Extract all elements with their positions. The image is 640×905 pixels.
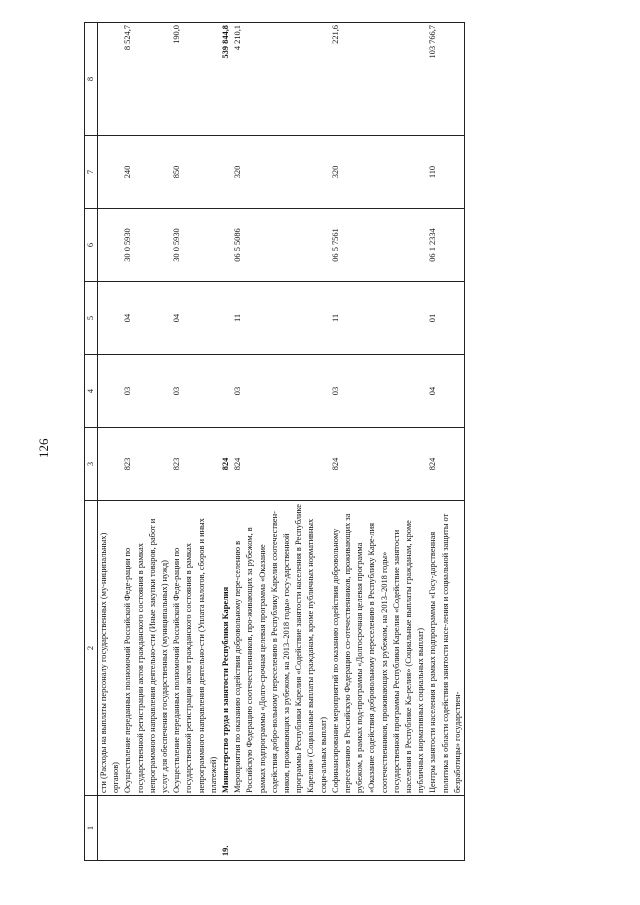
description-cell: сти (Расходы на выплаты персоналу государственных (му-ниципальных) органов) (98, 501, 123, 796)
col-header-5: 5 (85, 282, 98, 355)
amount-cell: 190,0 (171, 23, 220, 136)
section-code-cell: 03 (171, 355, 220, 428)
section-code-cell: 04 (427, 355, 464, 428)
subsection-code-cell: 11 (232, 282, 330, 355)
budget-table (84, 22, 465, 861)
ministry-code-cell: 824 (427, 428, 464, 501)
table-body (98, 23, 465, 861)
description-cell: Софинансирование мероприятий по оказанию содействия добровольному переселению в Российскую Федерацию со-отечественников, проживающих за рубежом, в рамках под-программы «Долгосрочная целевая программа «Оказание содействия добровольному переселению в Республику Каре-лия соотечественников, проживающих за рубежом, на 2013–2018 годы» государственной программы Республики Карелия «Содействие занятости населения в Республике Ка-релия» (Социальные выплаты гражданам, кроме публичных нормативных социальных выплат) (330, 501, 428, 796)
amount-cell: 221,6 (330, 23, 428, 136)
subsection-code-cell: 11 (330, 282, 428, 355)
table-row (98, 23, 123, 861)
target-item-code-cell (220, 209, 232, 282)
section-code-cell: 03 (232, 355, 330, 428)
amount-cell: 8 524,7 (122, 23, 171, 136)
rotated-table-container (84, 25, 564, 861)
table-row (330, 23, 428, 861)
amount-cell: 539 844,8 (220, 23, 232, 136)
amount-cell: 4 210,1 (232, 23, 330, 136)
target-item-code-cell: 30 0 5930 (171, 209, 220, 282)
col-header-7: 7 (85, 136, 98, 209)
target-item-code-cell: 30 0 5930 (122, 209, 171, 282)
section-code-cell (98, 355, 123, 428)
col-header-2: 2 (85, 501, 98, 796)
row-number-cell (330, 796, 428, 861)
table-row (171, 23, 220, 861)
row-number-cell (232, 796, 330, 861)
table-row (427, 23, 464, 861)
col-header-4: 4 (85, 355, 98, 428)
row-number-cell (171, 796, 220, 861)
amount-cell (98, 23, 123, 136)
subsection-code-cell: 04 (171, 282, 220, 355)
description-cell: Центры занятости населения в рамках подпрограммы «Госу-дарственная политика в области содействия занятости насе-ления и социальной защиты от безработицы» государствен- (427, 501, 464, 796)
col-header-6: 6 (85, 209, 98, 282)
section-code-cell (220, 355, 232, 428)
expense-type-code-cell: 850 (171, 136, 220, 209)
table-row (122, 23, 171, 861)
row-number-cell (98, 796, 123, 861)
col-header-1: 1 (85, 796, 98, 861)
ministry-code-cell (98, 428, 123, 501)
target-item-code-cell: 06 1 2334 (427, 209, 464, 282)
row-number-cell (122, 796, 171, 861)
description-cell: Осуществление переданных полномочий Российской Феде-рации по государственной регистрации актов гражданского состояния в рамках непрограммного направления деятельно-сти (Иные закупки товаров, работ и услуг для обеспечения государственных (муниципальных) нужд) (122, 501, 171, 796)
expense-type-code-cell: 320 (330, 136, 428, 209)
ministry-code-cell: 824 (330, 428, 428, 501)
ministry-code-cell: 824 (220, 428, 232, 501)
target-item-code-cell (98, 209, 123, 282)
column-number-header-row (85, 23, 98, 861)
row-number-cell: 19. (220, 796, 232, 861)
subsection-code-cell (98, 282, 123, 355)
ministry-code-cell: 824 (232, 428, 330, 501)
expense-type-code-cell: 320 (232, 136, 330, 209)
description-cell: Осуществление переданных полномочий Российской Феде-рации по государственной регистрации актов гражданского состояния в рамках непрограммного направления деятельно-сти (Уплата налогов, сборов и иных платежей) (171, 501, 220, 796)
description-cell: Министерство труда и занятости Республики Карелия (220, 501, 232, 796)
subsection-code-cell: 04 (122, 282, 171, 355)
section-code-cell: 03 (330, 355, 428, 428)
target-item-code-cell: 06 5 7561 (330, 209, 428, 282)
subsection-code-cell: 01 (427, 282, 464, 355)
table-row (232, 23, 330, 861)
page-number: 126 (36, 438, 51, 458)
col-header-8: 8 (85, 23, 98, 136)
description-cell: Мероприятия по оказанию содействия добровольному пере-селению в Российскую Федерацию соотечественников, про-живающих за рубежом, в рамках подпрограммы «Долго-срочная целевая программа «Оказание содействия добро-вольному переселению в Республику Карелия соотечествен-ников, проживающих за рубежом, на 2013–2018 годы» госу-дарственной программы Республики Карелия «Содействие занятости населения в Республике Карелия» (Социальные выплаты гражданам, кроме публичных нормативных соци-альных выплат) (232, 501, 330, 796)
col-header-3: 3 (85, 428, 98, 501)
expense-type-code-cell (220, 136, 232, 209)
target-item-code-cell: 06 5 5086 (232, 209, 330, 282)
ministry-code-cell: 823 (122, 428, 171, 501)
expense-type-code-cell: 240 (122, 136, 171, 209)
subsection-code-cell (220, 282, 232, 355)
ministry-code-cell: 823 (171, 428, 220, 501)
table-row (220, 23, 232, 861)
row-number-cell (427, 796, 464, 861)
amount-cell: 103 766,7 (427, 23, 464, 136)
expense-type-code-cell: 110 (427, 136, 464, 209)
section-code-cell: 03 (122, 355, 171, 428)
expense-type-code-cell (98, 136, 123, 209)
